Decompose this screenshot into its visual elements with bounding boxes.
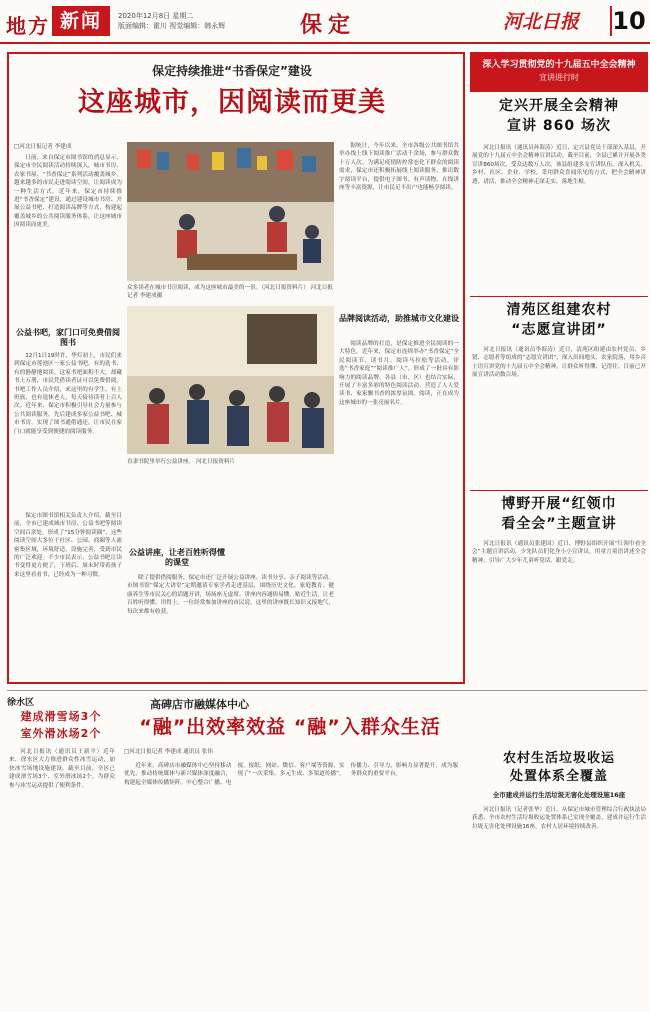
- feature-body-3: [127, 574, 334, 680]
- right-article-1-title-line-1: 定兴开展全会精神: [499, 98, 619, 114]
- subhead-2: 公益讲座，让老百姓听得懂的课堂: [129, 548, 225, 567]
- page-number: 10: [610, 6, 646, 36]
- feature-body-1: [14, 352, 122, 512]
- feature-intro: [14, 154, 122, 324]
- bottom-mid-body: [124, 762, 458, 1006]
- bottom-mid-paragraph: 近年来，高碑店市融媒体中心坚持移动优先，推动传统媒体与新兴媒体深度融合，构建起全媒体传播矩阵。中心整合广播、电视、报纸、网站、微信、客户端等资源，实现了“一次采集、多元生成、多渠道传播”，传播力、引导力、影响力显著提升，成为服务群众的重要平台。: [124, 763, 458, 786]
- reading-room-illustration: [127, 142, 334, 281]
- right-article-2-title-line-2: “志愿宣讲团”: [511, 322, 607, 338]
- bottom-right-title-line-1: 农村生活垃圾收运: [502, 751, 615, 766]
- right-article-1-title: [470, 96, 648, 136]
- bottom-left-title: [7, 708, 115, 742]
- series-banner: [470, 52, 648, 92]
- photo-1-caption: 众多读者在城市书房阅读，成为这座城市最美的一景。（河北日报资料片） 河北日报记者 李建成摄: [127, 285, 333, 299]
- section-area-label: 地方: [6, 14, 50, 38]
- date-line: [118, 11, 225, 31]
- issue-date: 2020年12月8日 星期二: [118, 12, 194, 20]
- right-article-3-body: [472, 540, 646, 680]
- bottom-left-body: [9, 748, 115, 1006]
- bottom-right-paragraph: 河北日报讯（记者张华）近日，从保定市城市管理综合行政执法局获悉，全市农村生活垃圾收运处置体系已实现全覆盖，建成并运行生活垃圾无害化处理设施16座，农村人居环境持续改善。: [472, 807, 646, 830]
- right-article-1-paragraph: 河北日报讯（通讯员孙海涛）近日，定兴县党员干部深入基层，开展党的十九届五中全会精神宣讲活动。截至目前，全县已累计开展各类宣讲860场次，受众达数万人次。该县组建多支宣讲队伍，深入机关、乡村、社区、企业、学校，采用群众喜闻乐见的方式，把全会精神讲透、讲活，推动全会精神走深走实、落地生根。: [472, 145, 646, 185]
- bottom-right-subtitle: 全市建成并运行生活垃圾无害化处理设施16座: [492, 791, 626, 799]
- body-paragraph-3: 除了提供借阅服务，保定市还广泛开展公益讲座、读书分享、亲子阅读等活动。市图书馆“保定大讲堂”定期邀请专家学者走进基层，围绕历史文化、家庭教育、健康养生等市民关心的话题开讲，场场座无虚席。讲座内容通俗易懂，贴近生活，让老百姓听得懂、用得上。一位经常参加讲座的市民说，这里的讲座既长知识又接地气，每次来都有收获。: [127, 575, 334, 615]
- body-paragraph-2: 保定市图书馆相关负责人介绍，截至目前，全市已建成城市书房、公益书吧等阅读空间百余处，形成了“15分钟阅读圈”。这些阅读空间大多位于社区、公园、商圈等人流密集区域，环境舒适、设施完善，受到市民的广泛欢迎。不少市民表示，公益书吧让读书变得更方便了，下班后、周末时带着孩子来这里看看书，已经成为一种习惯。: [14, 513, 122, 578]
- right-article-1-body: [472, 144, 646, 294]
- newspaper-logo: 河北日报: [503, 11, 580, 33]
- series-banner-subtitle: 宣讲进行时: [539, 73, 579, 82]
- right-article-2-paragraph: 河北日报讯（通讯员李海涛）近日，清苑区组建由农村党员、乡贤、志愿者等组成的“志愿宣讲团”，深入田间地头、农家院落，用乡音土语宣讲党的十九届五中全会精神，让群众听得懂、记得住。目前已开展宣讲活动数百场。: [472, 347, 646, 379]
- right-divider-1: [470, 296, 648, 297]
- bottom-left-area: 徐水区: [7, 698, 35, 708]
- right-article-1-title-line-2: 宣讲 860 场次: [507, 118, 611, 134]
- subhead-3: 品牌阅读活动，助推城市文化建设: [339, 314, 459, 323]
- lecture-photo: [127, 306, 334, 454]
- bottom-divider: [7, 690, 647, 691]
- right-article-3-title: [470, 494, 648, 534]
- right-article-2-title-line-1: 清苑区组建农村: [506, 302, 612, 318]
- bottom-mid-byline: □河北日报记者 李建成 通讯员 张伟: [124, 749, 213, 755]
- lecture-illustration: [127, 306, 334, 454]
- series-banner-title: 深入学习贯彻党的十九届五中全会精神: [482, 60, 636, 70]
- feature-byline: □河北日报记者 李建成: [14, 144, 72, 150]
- bottom-left-paragraph: 河北日报讯（通讯员王新平）近年来，徐水区大力推进群众性冰雪运动，加快冰雪场地设施建设。截至目前，全区已建成滑雪场3个、室外滑冰场2个，为群众参与冰雪运动提供了便利条件。: [9, 749, 115, 789]
- right-article-3-title-line-1: 博野开展“红领巾: [501, 496, 617, 512]
- subhead-1: 公益书吧，家门口可免费借阅图书: [16, 328, 120, 347]
- right-article-2-body: [472, 346, 646, 486]
- reading-room-photo: [127, 142, 334, 281]
- feature-headline: 这座城市，因阅读而更美: [78, 87, 386, 118]
- feature-body-3-col: [339, 142, 459, 312]
- bottom-mid-kicker: 高碑店市融媒体中心: [150, 698, 249, 711]
- bottom-right-title-line-2: 处置体系全覆盖: [509, 769, 608, 784]
- section-news-label: 新闻: [52, 6, 110, 36]
- right-divider-2: [470, 490, 648, 491]
- bottom-mid-headline: “融”出效率效益 “融”入群众生活: [139, 716, 441, 738]
- feature-kicker: 保定持续推进“书香保定”建设: [152, 64, 312, 78]
- bottom-left-title-line-2: 室外滑冰场2个: [20, 727, 102, 740]
- col3-paragraph: 据统计，今年以来，全市各级公共图书馆共举办线上线下阅读推广活动千余场，参与群众数十万人次。为满足疫情防控常态化下群众的阅读需求，保定市还积极拓展线上阅读服务，推出数字阅读平台，提供电子图书、有声读物、在线讲座等丰富资源，让市民足不出户也能畅享阅读。: [339, 143, 459, 192]
- city-section-title: 保定: [300, 13, 357, 38]
- col4-paragraph: 阅读品牌的打造，是保定推进全民阅读的一大特色。近年来，保定市连续举办“书香保定”全民阅读节、读书月、阅读马拉松等活动，评选“书香家庭”“阅读推广人”，形成了一批具有影响力的阅读品牌。各县（市、区）也结合实际，开展了丰富多彩的特色阅读活动，营造了人人爱读书、家家飘书香的浓厚氛围。阅读，正在成为这座城市的一张亮丽名片。: [339, 341, 459, 406]
- bottom-left-title-line-1: 建成滑雪场3个: [20, 710, 102, 723]
- bottom-right-title: [470, 750, 648, 786]
- right-article-3-title-line-2: 看全会”主题宣讲: [501, 516, 617, 532]
- bottom-right-body: [472, 806, 646, 1006]
- right-article-3-paragraph: 河北日报讯（通讯员张建国）近日，博野县组织开展“红领巾看全会”主题宣讲活动，少先队员们化身小小宣讲员，用童言童语讲述全会精神，引导广大少年儿童听党话、跟党走。: [472, 541, 646, 564]
- body-paragraph-1: 12月1日19时许，华灯初上，市民们来到保定市莲池区一家公益书吧，有的选书、有的静静地阅读。这家书吧面积不大，却藏书上万册，市民凭借读者证可以免费借阅。书吧工作人员介绍，来这里的有学生、有上班族，也有退休老人，每天接待读者上百人次。近年来，保定市积极引导社会力量参与公共阅读服务，先后建成多家公益书吧、城市书房，实现了图书通借通还，让市民在家门口就能享受到便捷的阅读服务。: [14, 353, 122, 435]
- editors-line: 版面编辑：霍川 视觉编辑：韩永辉: [118, 22, 226, 30]
- page-header: [0, 0, 650, 44]
- right-article-2-title: [470, 300, 648, 340]
- photo-2-caption: 直隶书院里举行公益讲座。 河北日报资料片: [127, 459, 236, 465]
- feature-body-4-col: [339, 340, 459, 680]
- feature-body-2: [14, 512, 122, 680]
- intro-paragraph: 日前，来自保定市图书馆的消息显示，保定市全民阅读活动持续深入，城市书房、农家书屋、“书香保定”系列活动覆盖城乡，越来越多的市民走进阅读空间，让阅读成为一种生活方式。近年来，保定市持续推进“书香保定”建设，通过建设城市书房、开展公益书吧、打造阅读品牌等方式，构建起覆盖城乡的公共阅读服务体系，让这座城市因阅读而更美。: [14, 155, 122, 229]
